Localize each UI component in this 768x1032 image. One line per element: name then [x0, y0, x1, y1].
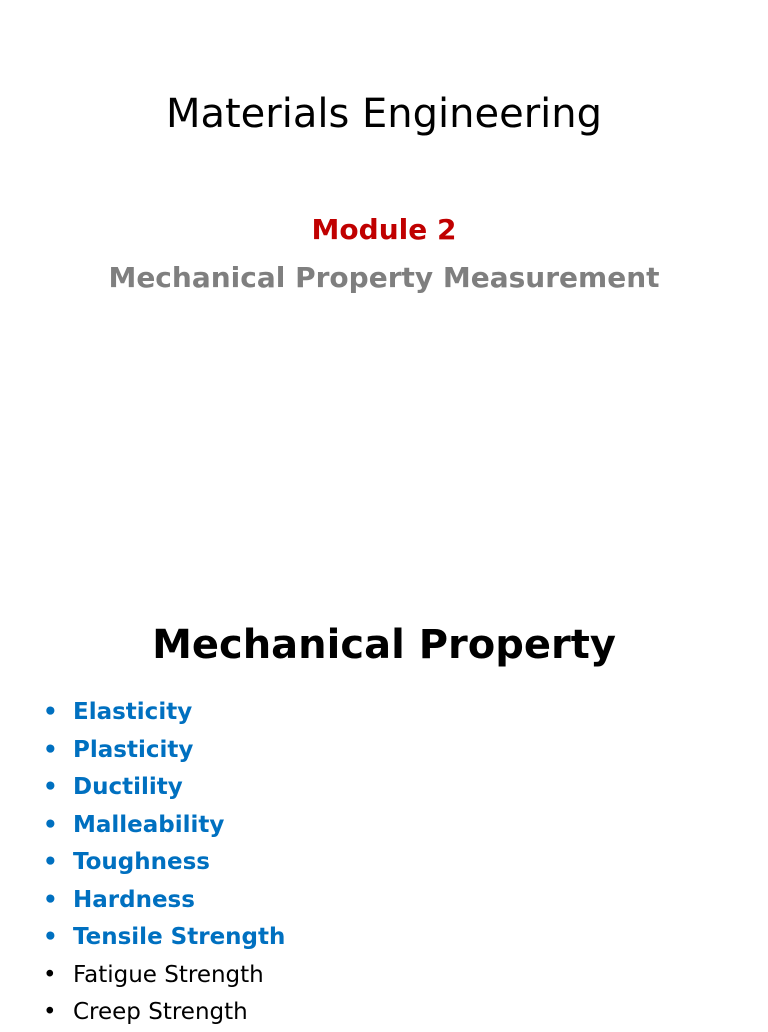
module-label: Module 2 — [311, 213, 457, 246]
module-subtitle: Mechanical Property Measurement — [108, 261, 660, 294]
bullet-icon: • — [43, 774, 58, 800]
bullet-icon: • — [43, 924, 58, 950]
bullet-icon: • — [43, 699, 58, 725]
list-item — [40, 694, 285, 732]
list-item-label: Ductility — [73, 774, 183, 800]
list-item-label: Hardness — [73, 886, 195, 913]
list-item — [40, 732, 285, 770]
slide-mechanical-property — [0, 560, 768, 1024]
list-item — [40, 769, 285, 807]
bullet-icon: • — [43, 849, 58, 875]
presentation-title: Materials Engineering — [165, 91, 603, 137]
list-item-label: Tensile Strength — [73, 924, 286, 950]
slide-heading: Mechanical Property — [152, 622, 616, 668]
bullet-icon: • — [43, 961, 57, 988]
list-item — [40, 957, 285, 995]
list-item-label: Elasticity — [73, 699, 193, 725]
list-item — [40, 844, 285, 882]
list-item — [40, 807, 285, 845]
list-item-label: Creep Strength — [73, 999, 248, 1025]
list-item — [40, 919, 285, 957]
bullet-icon: • — [43, 811, 58, 838]
property-list — [40, 694, 285, 1032]
list-item — [40, 882, 285, 920]
bullet-icon: • — [43, 999, 57, 1025]
bullet-icon: • — [43, 736, 58, 763]
list-item-label: Plasticity — [73, 736, 194, 763]
list-item-label: Toughness — [73, 849, 211, 875]
list-item-label: Malleability — [73, 811, 225, 838]
list-item — [40, 994, 285, 1032]
list-item-label: Fatigue Strength — [73, 961, 264, 988]
bullet-icon: • — [43, 886, 58, 913]
